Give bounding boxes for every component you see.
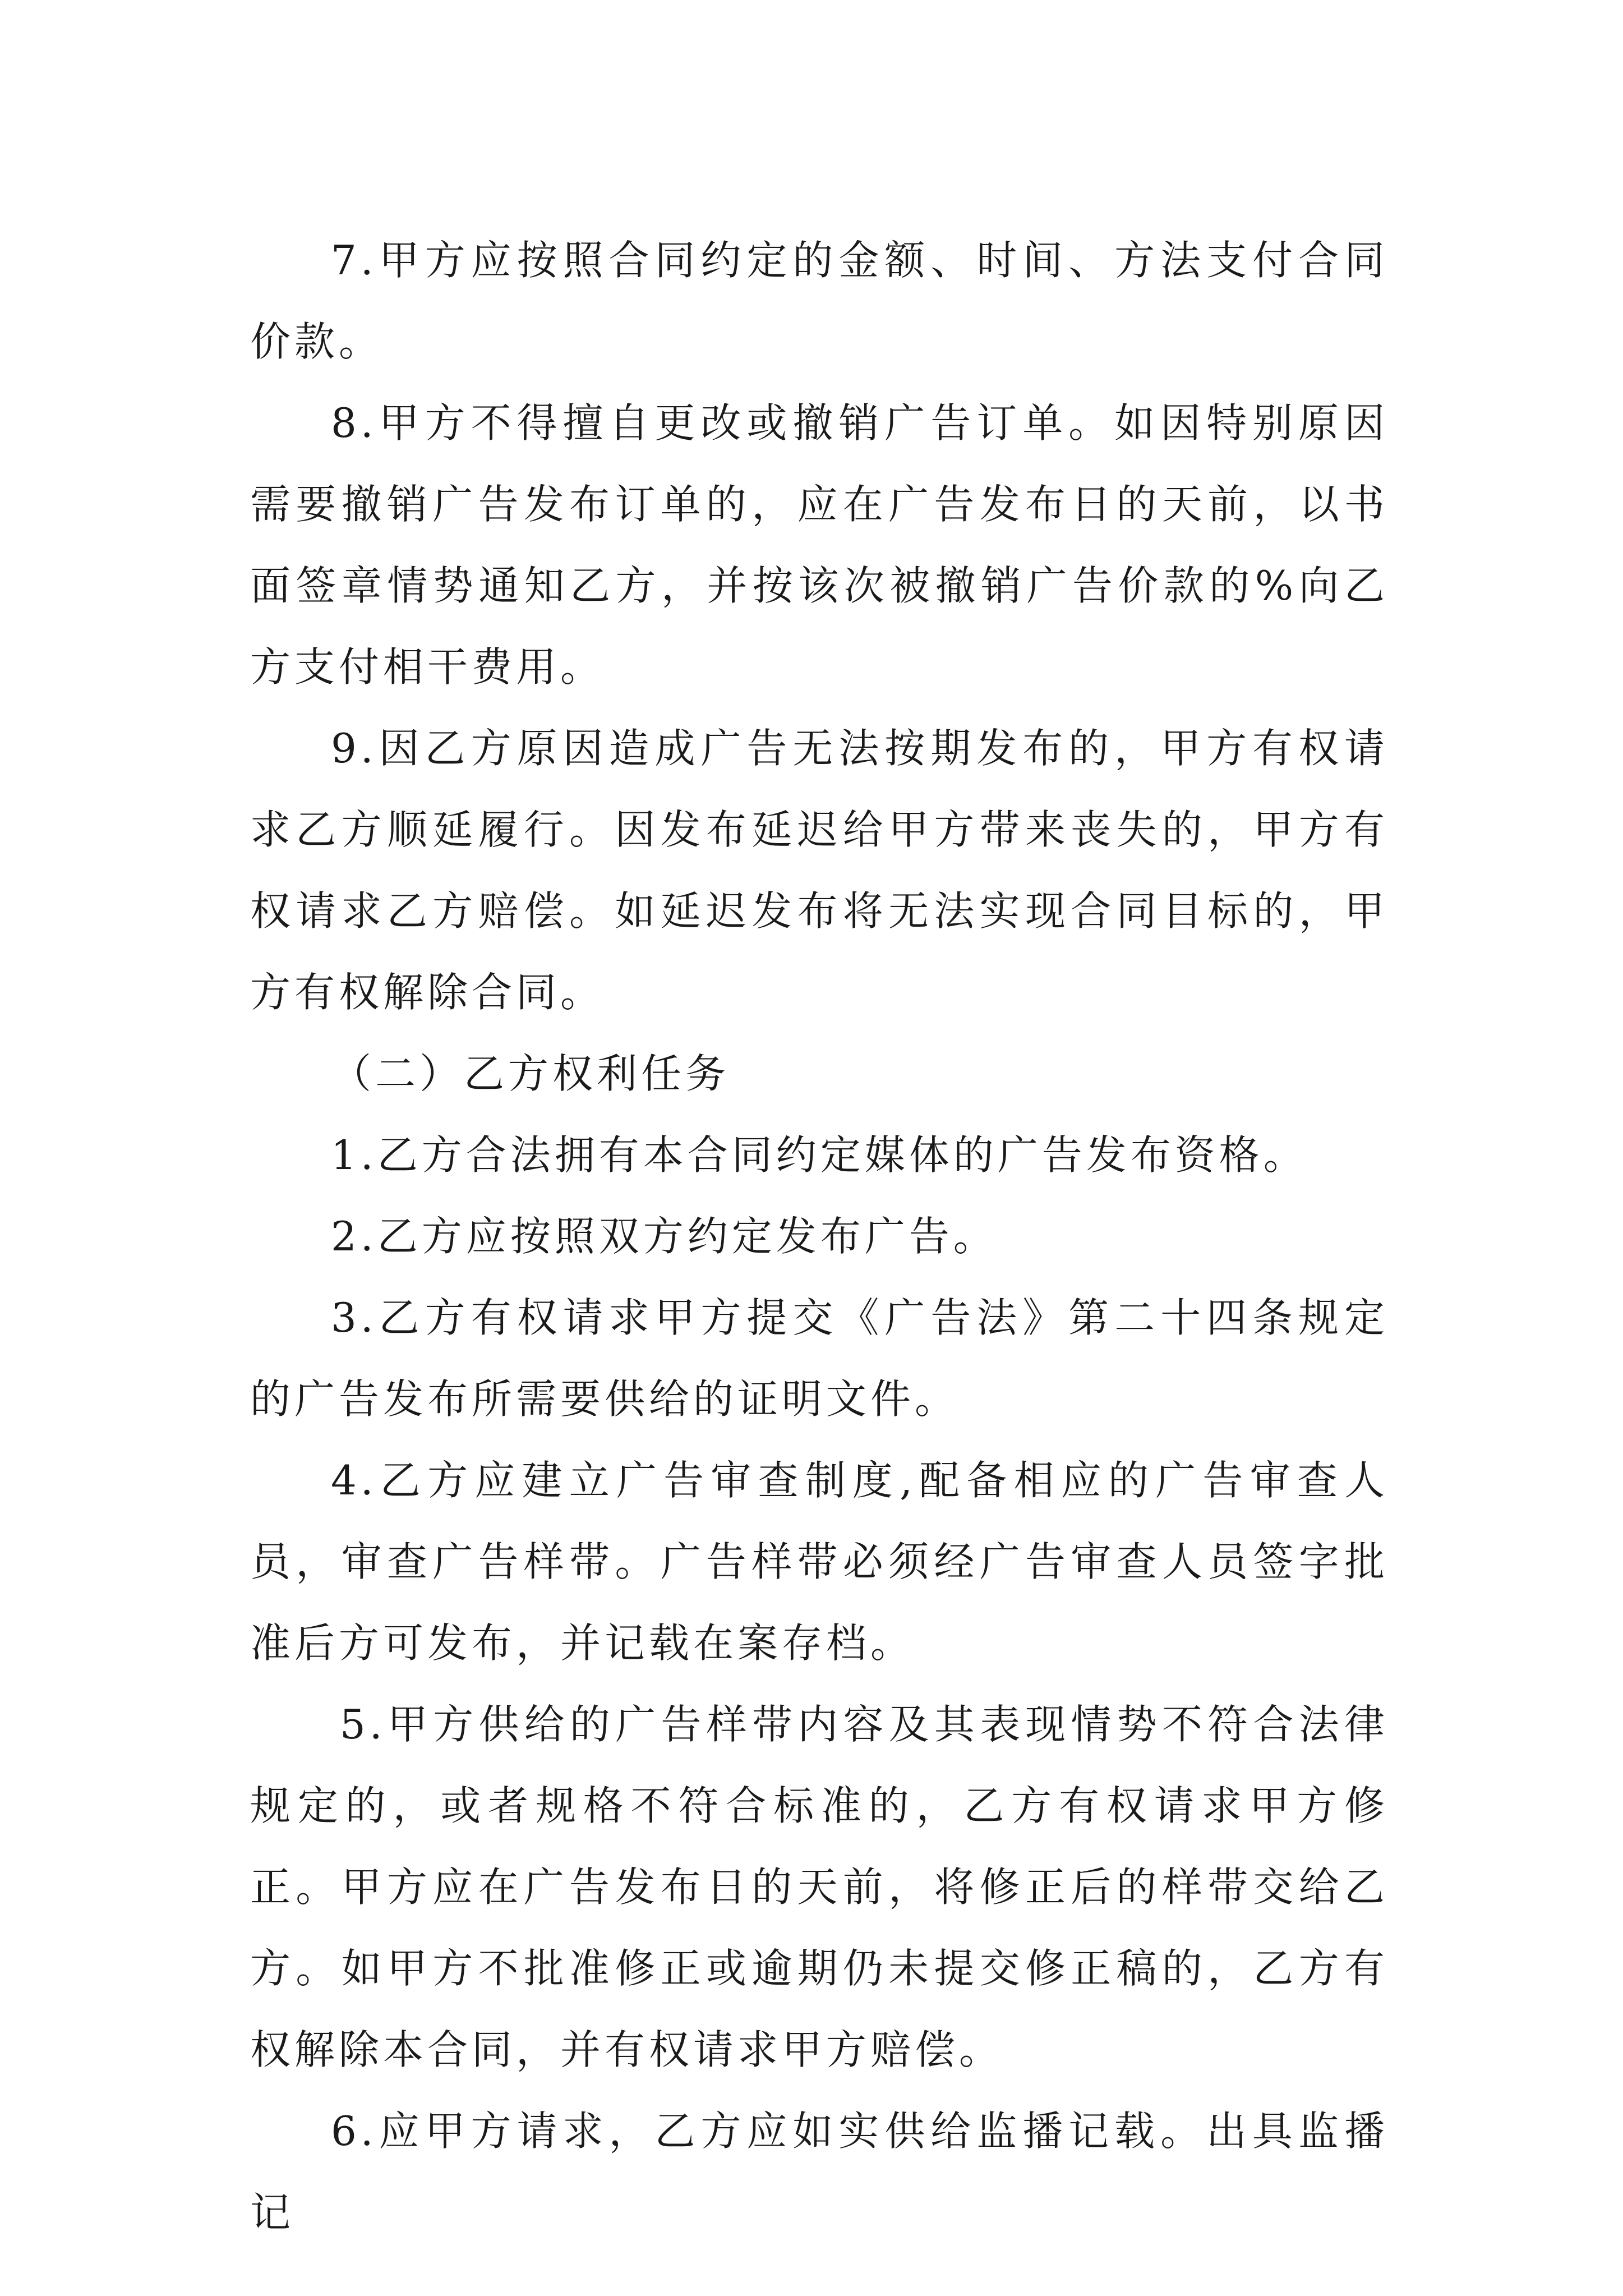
clause-paragraph: 6.应甲方请求，乙方应如实供给监播记载。出具监播记 [250,2108,1389,2236]
clause-paragraph: 3.乙方有权请求甲方提交《广告法》第二十四条规定的广告发布所需要供给的证明文件。 [250,1294,1389,1423]
clause-paragraph: 2.乙方应按照双方约定发布广告。 [331,1213,998,1260]
clause-paragraph: 1.乙方合法拥有本合同约定媒体的广告发布资格。 [331,1131,1308,1179]
clause-paragraph: 8.甲方不得擅自更改或撤销广告订单。如因特别原因需要撤销广告发布订单的，应在广告发布日的天前，以书面签章情势通知乙方，并按该次被撤销广告价款的%向乙方支付相干费用。 [250,399,1389,691]
document-body [250,220,1389,2253]
section-heading: （二）乙方权利任务 [331,1050,730,1097]
clause-paragraph: 9.因乙方原因造成广告无法按期发布的，甲方有权请求乙方顺延履行。因发布延迟给甲方带来丧失的，甲方有权请求乙方赔偿。如延迟发布将无法实现合同目标的，甲方有权解除合同。 [250,725,1389,1016]
clause-paragraph: 4.乙方应建立广告审查制度,配备相应的广告审查人员，审查广告样带。广告样带必须经广告审查人员签字批准后方可发布，并记载在案存档。 [250,1457,1389,1667]
clause-paragraph: 7.甲方应按照合同约定的金额、时间、方法支付合同价款。 [250,237,1389,365]
clause-paragraph: 5.甲方供给的广告样带内容及其表现情势不符合法律规定的，或者规格不符合标准的，乙方有权请求甲方修正。甲方应在广告发布日的天前，将修正后的样带交给乙方。如甲方不批准修正或逾期仍未提交修正稿的，乙方有权解除本合同，并有权请求甲方赔偿。 [250,1701,1389,2073]
